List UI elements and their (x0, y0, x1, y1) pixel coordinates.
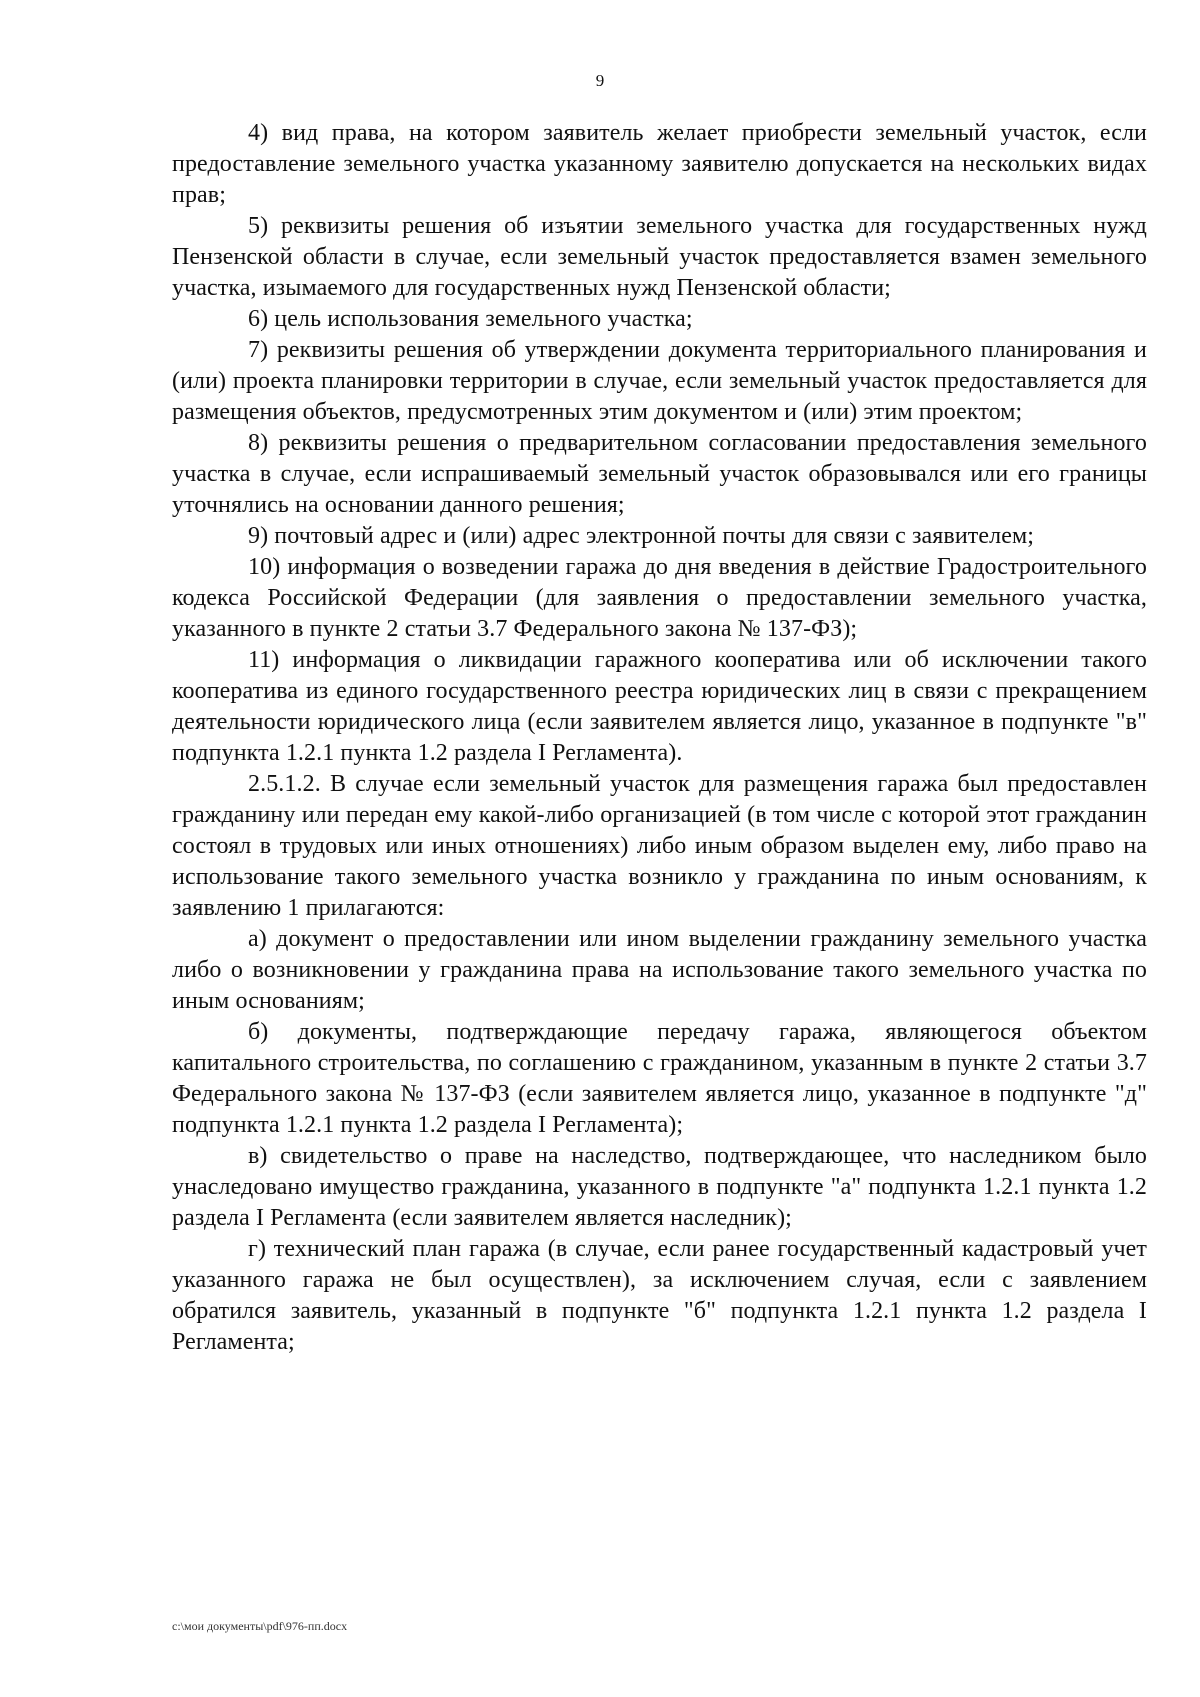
paragraph-item-v: в) свидетельство о праве на наследство, подтверждающее, что наследником было унаследовано имущество гражданина, указанного в подпункте "а" подпункта 1.2.1 пункта 1.2 раздела I Регламента (если заявителем является наследник); (172, 1143, 1147, 1231)
paragraph-item-a: а) документ о предоставлении или ином выделении гражданину земельного участка либо о возникновении у гражданина права на использование такого земельного участка по иным основаниям; (172, 926, 1147, 1014)
paragraph-item-8: 8) реквизиты решения о предварительном согласовании предоставления земельного участка в случае, если испрашиваемый земельный участок образовывался или его границы уточнялись на основании данного решения; (172, 430, 1147, 518)
page-number: 9 (595, 71, 605, 90)
paragraph-item-11: 11) информация о ликвидации гаражного кооператива или об исключении такого кооператива из единого государственного реестра юридических лиц в связи с прекращением деятельности юридического лица (если заявителем является лицо, указанное в подпункте "в" подпункта 1.2.1 пункта 1.2 раздела I Регламента). (172, 647, 1147, 766)
paragraph-item-6: 6) цель использования земельного участка; (248, 306, 693, 332)
paragraph-item-7: 7) реквизиты решения об утверждении документа территориального планирования и (или) проекта планировки территории в случае, если земельный участок предоставляется для размещения объектов, предусмотренных этим документом и (или) этим проектом; (172, 337, 1147, 425)
paragraph-section-2-5-1-2: 2.5.1.2. В случае если земельный участок для размещения гаража был предоставлен гражданину или передан ему какой-либо организацией (в том числе с которой этот гражданин состоял в трудовых или иных отношениях) либо иным образом выделен ему, либо право на использование такого земельного участка возникло у гражданина по иным основаниям, к заявлению 1 прилагаются: (172, 771, 1147, 921)
footer-file-path: c:\мои документы\pdf\976-пп.docx (172, 1619, 348, 1633)
paragraph-item-10: 10) информация о возведении гаража до дня введения в действие Градостроительного кодекса Российской Федерации (для заявления о предоставлении земельного участка, указанного в пункте 2 статьи 3.7 Федерального закона № 137-ФЗ); (172, 554, 1147, 642)
paragraph-item-5: 5) реквизиты решения об изъятии земельного участка для государственных нужд Пензенской области в случае, если земельный участок предоставляется взамен земельного участка, изымаемого для государственных нужд Пензенской области; (172, 213, 1147, 301)
paragraph-item-b: б) документы, подтверждающие передачу гаража, являющегося объектом капитального строительства, по соглашению с гражданином, указанным в пункте 2 статьи 3.7 Федерального закона № 137-ФЗ (если заявителем является лицо, указанное в подпункте "д" подпункта 1.2.1 пункта 1.2 раздела I Регламента); (172, 1019, 1147, 1138)
paragraph-item-4: 4) вид права, на котором заявитель желает приобрести земельный участок, если предоставление земельного участка указанному заявителю допускается на нескольких видах прав; (172, 120, 1147, 208)
paragraph-item-9: 9) почтовый адрес и (или) адрес электронной почты для связи с заявителем; (248, 523, 1035, 549)
document-body (172, 118, 1147, 1358)
paragraph-item-g: г) технический план гаража (в случае, если ранее государственный кадастровый учет указанного гаража не был осуществлен), за исключением случая, если с заявлением обратился заявитель, указанный в подпункте "б" подпункта 1.2.1 пункта 1.2 раздела I Регламента; (172, 1236, 1147, 1355)
